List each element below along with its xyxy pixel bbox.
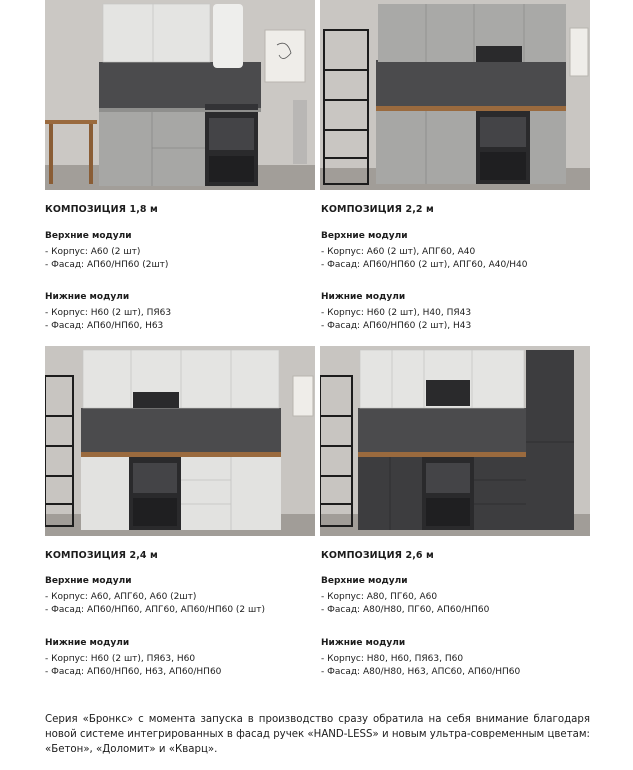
module-line: - Фасад: АП60/НП60 (2 шт), АПГ60, А40/Н40 — [321, 259, 528, 270]
lower-modules-section — [45, 292, 330, 332]
module-line: - Корпус: Н60 (2 шт), ПЯ63, Н60 — [45, 654, 196, 664]
kitchen-photo-1-8m — [45, 0, 315, 190]
kitchen-photo-2-2m — [320, 0, 590, 190]
series-description: Серия «Бронкс» с момента запуска в производство сразу обратила на себя внимание благодаря новой системе интегрированных в фасад ручек «HAND-LESS» и новым ультра-современным цветам: «Бетон», «Доломит» и «Кварц». — [45, 714, 590, 755]
module-line: - Корпус: А60 (2 шт) — [45, 247, 141, 257]
module-line: - Фасад: АП60/НП60 (2 шт), Н43 — [321, 320, 472, 331]
upper-modules-section — [321, 231, 606, 271]
composition-title: КОМПОЗИЦИЯ 2,4 м — [45, 550, 158, 561]
module-line: - Корпус: Н60 (2 шт), ПЯ63 — [45, 308, 172, 318]
lower-modules-section — [321, 292, 606, 332]
section-heading: Нижние модули — [45, 292, 130, 302]
module-line: - Фасад: А80/Н80, ПГ60, АП60/НП60 — [321, 604, 490, 615]
module-line: - Корпус: А60 (2 шт), АПГ60, А40 — [321, 247, 476, 257]
composition-title: КОМПОЗИЦИЯ 1,8 м — [45, 204, 158, 215]
upper-modules-section — [321, 576, 606, 616]
module-line: - Корпус: Н80, Н60, ПЯ63, П60 — [321, 654, 464, 664]
module-line: - Корпус: Н60 (2 шт), Н40, ПЯ43 — [321, 308, 472, 318]
section-heading: Верхние модули — [321, 576, 408, 586]
module-line: - Корпус: А80, ПГ60, А60 — [321, 592, 438, 602]
composition-title: КОМПОЗИЦИЯ 2,2 м — [321, 204, 434, 215]
lower-modules-section — [45, 638, 330, 678]
composition-title: КОМПОЗИЦИЯ 2,6 м — [321, 550, 434, 561]
kitchen-photo-2-4m — [45, 346, 315, 536]
lower-modules-section — [321, 638, 606, 678]
upper-modules-section — [45, 231, 330, 271]
module-line: - Фасад: АП60/НП60, АПГ60, АП60/НП60 (2 шт) — [45, 604, 265, 615]
section-heading: Верхние модули — [45, 231, 132, 241]
module-line: - Фасад: А80/Н80, Н63, АПС60, АП60/НП60 — [321, 666, 521, 677]
module-line: - Фасад: АП60/НП60, Н63 — [45, 320, 164, 331]
section-heading: Нижние модули — [45, 638, 130, 648]
module-line: - Фасад: АП60/НП60, Н63, АП60/НП60 — [45, 666, 222, 677]
module-line: - Корпус: А60, АПГ60, А60 (2шт) — [45, 592, 197, 602]
kitchen-photo-2-6m — [320, 346, 590, 536]
module-line: - Фасад: АП60/НП60 (2шт) — [45, 259, 169, 270]
section-heading: Верхние модули — [45, 576, 132, 586]
section-heading: Нижние модули — [321, 638, 406, 648]
section-heading: Нижние модули — [321, 292, 406, 302]
upper-modules-section — [45, 576, 330, 616]
section-heading: Верхние модули — [321, 231, 408, 241]
